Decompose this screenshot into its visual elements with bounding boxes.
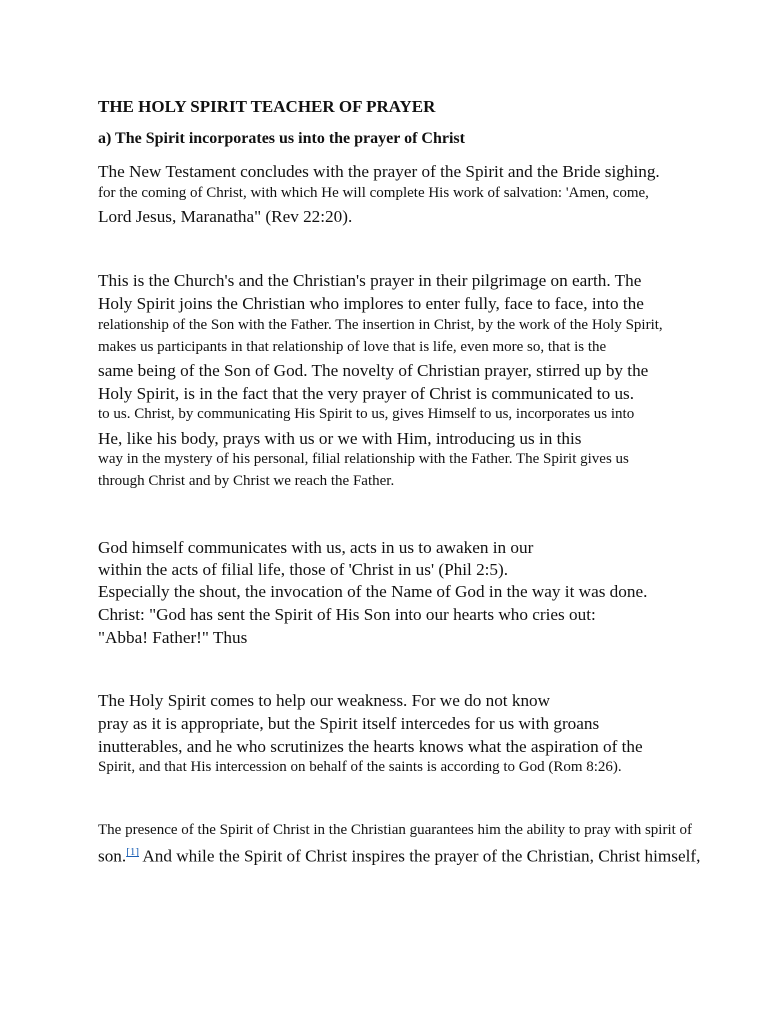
paragraph-3-line-3: Especially the shout, the invocation of the Name of God in the way it was done. — [98, 582, 648, 601]
paragraph-2-line-6: Holy Spirit, is in the fact that the very prayer of Christ is communicated to us. — [98, 384, 635, 403]
paragraph-5-line-1: The presence of the Spirit of Christ in the Christian guarantees him the ability to pray with spirit of — [98, 822, 693, 838]
paragraph-4-line-1: The Holy Spirit comes to help our weakness. For we do not know — [98, 691, 551, 710]
paragraph-2-line-3: relationship of the Son with the Father. The insertion in Christ, by the work of the Holy Spirit, — [98, 317, 663, 333]
paragraph-2-line-10: through Christ and by Christ we reach the Father. — [98, 473, 395, 489]
section-heading: a) The Spirit incorporates us into the prayer of Christ — [98, 130, 465, 147]
paragraph-1-line-1: The New Testament concludes with the prayer of the Spirit and the Bride sighing. — [98, 162, 660, 181]
footnote-link[interactable]: [1] — [126, 846, 140, 858]
paragraph-4-line-2: pray as it is appropriate, but the Spirit itself intercedes for us with groans — [98, 714, 600, 733]
paragraph-5-line-2-start: son. — [98, 846, 127, 866]
paragraph-4-line-4: Spirit, and that His intercession on behalf of the saints is according to God (Rom 8:26). — [98, 759, 622, 775]
paragraph-2-line-7: to us. Christ, by communicating His Spirit to us, gives Himself to us, incorporates us into — [98, 406, 635, 422]
paragraph-2-line-8: He, like his body, prays with us or we with Him, introducing us in this — [98, 429, 582, 448]
paragraph-1-line-2: for the coming of Christ, with which He will complete His work of salvation: 'Amen, come, — [98, 185, 649, 201]
paragraph-2-line-5: same being of the Son of God. The novelty of Christian prayer, stirred up by the — [98, 361, 649, 380]
paragraph-2-line-4: makes us participants in that relationship of love that is life, even more so, that is the — [98, 339, 607, 355]
paragraph-1-line-3: Lord Jesus, Maranatha" (Rev 22:20). — [98, 207, 353, 226]
paragraph-5-line-2-end: And while the Spirit of Christ inspires the prayer of the Christian, Christ himself, — [139, 846, 701, 866]
paragraph-2-line-2: Holy Spirit joins the Christian who implores to enter fully, face to face, into the — [98, 294, 644, 313]
paragraph-4-line-3: inutterables, and he who scrutinizes the hearts knows what the aspiration of the — [98, 737, 643, 756]
paragraph-3-line-4: Christ: "God has sent the Spirit of His Son into our hearts who cries out: — [98, 605, 596, 624]
paragraph-3-line-1: God himself communicates with us, acts in us to awaken in our — [98, 538, 534, 557]
paragraph-3-line-5: "Abba! Father!" Thus — [98, 628, 248, 647]
paragraph-2-line-9: way in the mystery of his personal, filial relationship with the Father. The Spirit gives us — [98, 451, 629, 467]
paragraph-2-line-1: This is the Church's and the Christian's prayer in their pilgrimage on earth. The — [98, 271, 642, 290]
document-title: THE HOLY SPIRIT TEACHER OF PRAYER — [98, 97, 436, 116]
paragraph-3-line-2: within the acts of filial life, those of 'Christ in us' (Phil 2:5). — [98, 560, 509, 579]
paragraph-5-line-2 — [98, 847, 700, 865]
